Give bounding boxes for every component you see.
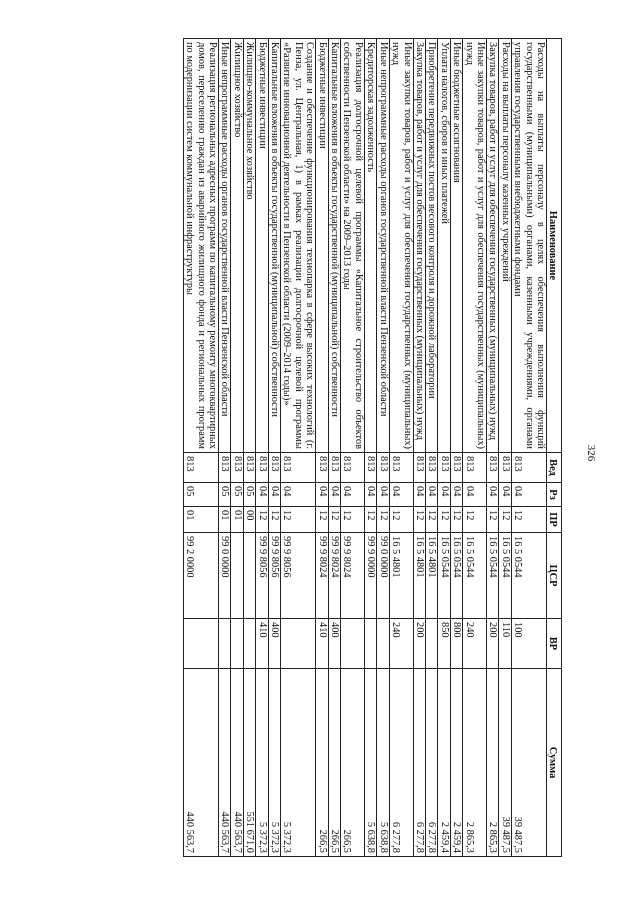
- table-row: [316, 39, 328, 857]
- cell-rz: 04: [511, 483, 546, 507]
- cell-sum: 39 487,5: [511, 669, 546, 857]
- cell-name: Иные непрограммные расходы органов государственной власти Пензенской области: [377, 39, 389, 453]
- cell-sum: 5 638,8: [377, 669, 389, 857]
- cell-vr: 410: [316, 619, 328, 669]
- cell-pr: 12: [316, 507, 328, 533]
- table-header-row: [547, 39, 562, 857]
- cell-ved: 813: [413, 453, 425, 483]
- cell-pr: 12: [463, 507, 487, 533]
- cell-sum: 266,5: [328, 669, 340, 857]
- cell-rz: 04: [377, 483, 389, 507]
- cell-ved: 813: [268, 453, 280, 483]
- table-row: [413, 39, 425, 857]
- cell-rz: 05: [243, 483, 255, 507]
- cell-name: Расходы на выплаты персоналу в целях обеспечения выполнения функций государственными (муниципальными) органами, казенными учреждениями, органами управления государственными внебюджетными фондами: [511, 39, 546, 453]
- cell-ved: 813: [364, 453, 376, 483]
- cell-csr: [243, 533, 255, 619]
- cell-vr: 110: [499, 619, 511, 669]
- cell-rz: 04: [438, 483, 450, 507]
- cell-rz: 04: [341, 483, 365, 507]
- cell-pr: 01: [219, 507, 231, 533]
- cell-pr: 12: [377, 507, 389, 533]
- table-row: [341, 39, 365, 857]
- header-name: Наименование: [547, 39, 562, 453]
- cell-csr: 99 9 8056: [256, 533, 268, 619]
- cell-rz: 05: [231, 483, 243, 507]
- cell-ved: 813: [463, 453, 487, 483]
- cell-ved: 813: [377, 453, 389, 483]
- cell-ved: 813: [425, 453, 437, 483]
- cell-csr: 99 9 8024: [328, 533, 340, 619]
- cell-pr: 12: [499, 507, 511, 533]
- cell-ved: 813: [438, 453, 450, 483]
- cell-vr: 410: [256, 619, 268, 669]
- cell-sum: 266,5: [341, 669, 365, 857]
- cell-sum: 440 563,7: [219, 669, 231, 857]
- cell-vr: 400: [328, 619, 340, 669]
- cell-csr: 16 5 0544: [463, 533, 487, 619]
- cell-name: Расходы на выплаты персоналу казенных учреждений: [499, 39, 511, 453]
- cell-pr: 12: [413, 507, 425, 533]
- cell-sum: 551 671,0: [243, 669, 255, 857]
- cell-sum: 2 865,3: [486, 669, 498, 857]
- cell-csr: 99 9 0000: [364, 533, 376, 619]
- cell-sum: 5 372,3: [268, 669, 280, 857]
- cell-pr: 12: [389, 507, 413, 533]
- cell-sum: 266,5: [316, 669, 328, 857]
- cell-rz: 04: [499, 483, 511, 507]
- cell-vr: [219, 619, 231, 669]
- cell-sum: 6 277,8: [389, 669, 413, 857]
- cell-rz: 04: [268, 483, 280, 507]
- table-row: [389, 39, 413, 857]
- cell-sum: 440 563,7: [231, 669, 243, 857]
- cell-vr: [281, 619, 316, 669]
- cell-csr: 99 0 0000: [219, 533, 231, 619]
- header-ved: Вед: [547, 453, 562, 483]
- cell-vr: [231, 619, 243, 669]
- header-rz: Рз: [547, 483, 562, 507]
- cell-vr: 400: [268, 619, 280, 669]
- table-row: [511, 39, 546, 857]
- cell-csr: 16 5 0544: [486, 533, 498, 619]
- cell-csr: 16 5 0544: [499, 533, 511, 619]
- cell-ved: 813: [341, 453, 365, 483]
- table-row: [425, 39, 437, 857]
- cell-name: Уплата налогов, сборов и иных платежей: [438, 39, 450, 453]
- cell-pr: 12: [268, 507, 280, 533]
- cell-vr: [341, 619, 365, 669]
- cell-vr: 240: [389, 619, 413, 669]
- table-row: [183, 39, 218, 857]
- cell-vr: 240: [463, 619, 487, 669]
- table-row: [219, 39, 231, 857]
- page-number: 326: [585, 444, 597, 462]
- cell-sum: 2 459,4: [450, 669, 462, 857]
- cell-vr: 200: [413, 619, 425, 669]
- cell-name: Реализация долгосрочной целевой программы «Капитальное строительство объектов собственности Пензенской области» на 2009–2013 годы: [341, 39, 365, 453]
- cell-csr: 16 5 4801: [413, 533, 425, 619]
- cell-name: Бюджетные инвестиции: [316, 39, 328, 453]
- cell-name: Закупка товаров, работ и услуг для обеспечения государственных (муниципальных) нужд: [486, 39, 498, 453]
- cell-sum: 2 865,3: [463, 669, 487, 857]
- cell-pr: 12: [341, 507, 365, 533]
- cell-csr: 99 0 0000: [377, 533, 389, 619]
- cell-csr: 16 5 4801: [389, 533, 413, 619]
- cell-sum: 6 277,8: [425, 669, 437, 857]
- cell-name: Закупка товаров, работ и услуг для обеспечения государственных (муниципальных) нужд: [413, 39, 425, 453]
- cell-name: Иные бюджетные ассигнования: [450, 39, 462, 453]
- cell-pr: 12: [328, 507, 340, 533]
- cell-rz: 04: [413, 483, 425, 507]
- cell-ved: 813: [499, 453, 511, 483]
- cell-sum: 39 487,5: [499, 669, 511, 857]
- cell-pr: 12: [450, 507, 462, 533]
- cell-ved: 813: [219, 453, 231, 483]
- cell-ved: 813: [183, 453, 218, 483]
- cell-vr: [377, 619, 389, 669]
- table-row: [450, 39, 462, 857]
- cell-sum: 6 277,8: [413, 669, 425, 857]
- cell-csr: 99 9 8024: [341, 533, 365, 619]
- table-row: [256, 39, 268, 857]
- cell-csr: 16 5 0544: [511, 533, 546, 619]
- cell-csr: 99 9 8056: [268, 533, 280, 619]
- cell-vr: [364, 619, 376, 669]
- cell-vr: 100: [511, 619, 546, 669]
- cell-rz: 05: [183, 483, 218, 507]
- cell-rz: 04: [463, 483, 487, 507]
- cell-ved: 813: [316, 453, 328, 483]
- cell-pr: 01: [231, 507, 243, 533]
- header-pr: ПР: [547, 507, 562, 533]
- cell-name: Капитальные вложения в объекты государственной (муниципальной) собственности: [268, 39, 280, 453]
- cell-ved: 813: [389, 453, 413, 483]
- cell-name: Жилищное хозяйство: [231, 39, 243, 453]
- rotated-table-container: [77, 38, 562, 856]
- cell-pr: 01: [183, 507, 218, 533]
- cell-pr: 12: [438, 507, 450, 533]
- cell-sum: 5 372,3: [281, 669, 316, 857]
- cell-name: Реализация региональных адресных программ по капитальному ремонту многоквартирных домов, переселению граждан из аварийного жилищного фонда и региональных программ по модернизации систем коммунальной инфраструктуры: [183, 39, 218, 453]
- table-row: [377, 39, 389, 857]
- cell-csr: 16 5 0544: [450, 533, 462, 619]
- cell-rz: 04: [486, 483, 498, 507]
- cell-name: Кредиторская задолженность: [364, 39, 376, 453]
- cell-rz: 04: [256, 483, 268, 507]
- cell-name: Бюджетные инвестиции: [256, 39, 268, 453]
- cell-pr: 12: [364, 507, 376, 533]
- cell-ved: 813: [511, 453, 546, 483]
- cell-ved: 813: [231, 453, 243, 483]
- cell-ved: 813: [243, 453, 255, 483]
- cell-ved: 813: [328, 453, 340, 483]
- table-row: [231, 39, 243, 857]
- cell-pr: 12: [281, 507, 316, 533]
- table-row: [328, 39, 340, 857]
- cell-rz: 04: [364, 483, 376, 507]
- table-row: [438, 39, 450, 857]
- cell-sum: 5 638,8: [364, 669, 376, 857]
- cell-name: Иные закупки товаров, работ и услуг для обеспечения государственных (муниципальных) нужд: [389, 39, 413, 453]
- table-row: [364, 39, 376, 857]
- cell-name: Иные закупки товаров, работ и услуг для обеспечения государственных (муниципальных) нужд: [463, 39, 487, 453]
- cell-sum: 5 372,3: [256, 669, 268, 857]
- cell-csr: 16 5 0544: [438, 533, 450, 619]
- cell-rz: 04: [425, 483, 437, 507]
- table-row: [486, 39, 498, 857]
- cell-rz: 05: [219, 483, 231, 507]
- cell-rz: 04: [450, 483, 462, 507]
- cell-rz: 04: [281, 483, 316, 507]
- cell-ved: 813: [256, 453, 268, 483]
- cell-sum: 2 459,4: [438, 669, 450, 857]
- cell-vr: [183, 619, 218, 669]
- cell-rz: 04: [328, 483, 340, 507]
- cell-pr: 12: [425, 507, 437, 533]
- cell-pr: 12: [256, 507, 268, 533]
- cell-vr: [243, 619, 255, 669]
- cell-vr: 850: [438, 619, 450, 669]
- cell-csr: 16 5 4801: [425, 533, 437, 619]
- cell-vr: [425, 619, 437, 669]
- cell-csr: 99 2 0000: [183, 533, 218, 619]
- cell-name: Жилищно-коммунальное хозяйство: [243, 39, 255, 453]
- table-row: [499, 39, 511, 857]
- cell-csr: 99 9 8056: [281, 533, 316, 619]
- cell-name: Капитальные вложения в объекты государственной (муниципальной) собственности: [328, 39, 340, 453]
- cell-csr: [231, 533, 243, 619]
- cell-name: Создание и обеспечение функционирования технопарка в сфере высоких технологий (г. Пенза, ул. Центральная, 1) в рамках реализации долгосрочной целевой программы «Развитие инновационной деятельности в Пензенской области (2009–2014 годы)»: [281, 39, 316, 453]
- cell-name: Приобретение передвижных постов весового контроля и дорожной лаборатории: [425, 39, 437, 453]
- table-row: [281, 39, 316, 857]
- table-row: [268, 39, 280, 857]
- cell-name: Иные непрограммные расходы органов государственной власти Пензенской области: [219, 39, 231, 453]
- cell-pr: 12: [486, 507, 498, 533]
- cell-ved: 813: [486, 453, 498, 483]
- table-row: [243, 39, 255, 857]
- header-vr: ВР: [547, 619, 562, 669]
- header-csr: ЦСР: [547, 533, 562, 619]
- cell-ved: 813: [281, 453, 316, 483]
- cell-ved: 813: [450, 453, 462, 483]
- cell-vr: 800: [450, 619, 462, 669]
- budget-table: [183, 38, 562, 857]
- cell-pr: 00: [243, 507, 255, 533]
- cell-rz: 04: [389, 483, 413, 507]
- cell-pr: 12: [511, 507, 546, 533]
- cell-rz: 04: [316, 483, 328, 507]
- table-row: [463, 39, 487, 857]
- cell-vr: 200: [486, 619, 498, 669]
- cell-csr: 99 9 8024: [316, 533, 328, 619]
- header-sum: Сумма: [547, 669, 562, 857]
- cell-sum: 440 563,7: [183, 669, 218, 857]
